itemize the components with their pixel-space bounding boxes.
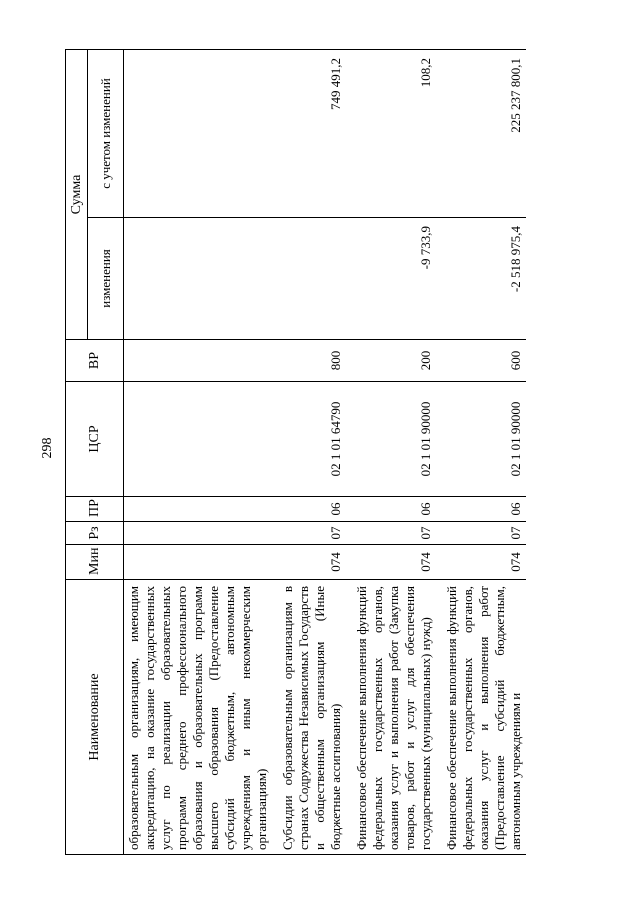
row-name: Субсидии образовательным организациям в странах Содружества Независимых Государств и общественным организациям (Иные бюджетные ассигнования) xyxy=(278,580,346,855)
header-min: Мин xyxy=(66,545,124,580)
header-name: Наименование xyxy=(66,580,124,855)
table-row xyxy=(124,50,273,855)
row-vr: 200 xyxy=(352,340,436,382)
row-csr xyxy=(124,382,273,497)
header-changes: изменения xyxy=(88,218,124,340)
table-header xyxy=(66,50,124,855)
row-name: Финансовое обеспечение выполнения функций федеральных государственных органов, оказания услуг и выполнения работ (Закупка товаров, работ и услуг для обеспечения государственных (муниципальных) нужд) xyxy=(352,580,436,855)
row-rz: 07 xyxy=(442,522,526,545)
table-row xyxy=(278,50,346,855)
row-total: 108,2 xyxy=(352,50,436,218)
rotated-page xyxy=(65,50,595,855)
row-csr: 02 1 01 90000 xyxy=(352,382,436,497)
row-pr: 06 xyxy=(442,497,526,522)
row-vr: 800 xyxy=(278,340,346,382)
row-changes: -9 733,9 xyxy=(352,218,436,340)
budget-table xyxy=(65,49,526,855)
table-row xyxy=(442,50,526,855)
row-changes: -2 518 975,4 xyxy=(442,218,526,340)
row-rz: 07 xyxy=(352,522,436,545)
row-pr: 06 xyxy=(352,497,436,522)
header-vr: ВР xyxy=(66,340,124,382)
header-csr: ЦСР xyxy=(66,382,124,497)
table-body xyxy=(124,50,527,855)
header-rz: Рз xyxy=(66,522,124,545)
row-min: 074 xyxy=(278,545,346,580)
row-csr: 02 1 01 64790 xyxy=(278,382,346,497)
row-rz: 07 xyxy=(278,522,346,545)
row-total: 225 237 800,1 xyxy=(442,50,526,218)
header-with-changes: с учетом изменений xyxy=(88,50,124,218)
table-row xyxy=(352,50,436,855)
row-vr: 600 xyxy=(442,340,526,382)
row-min: 074 xyxy=(442,545,526,580)
row-csr: 02 1 01 90000 xyxy=(442,382,526,497)
row-pr xyxy=(124,497,273,522)
row-name: Финансовое обеспечение выполнения функций федеральных государственных органов, оказания услуг и выполнения работ (Предоставление субсидий бюджетным, автономным учреждениям и xyxy=(442,580,526,855)
row-vr xyxy=(124,340,273,382)
row-total xyxy=(124,50,273,218)
row-changes xyxy=(124,218,273,340)
row-rz xyxy=(124,522,273,545)
header-sum: Сумма xyxy=(66,50,88,340)
row-total: 749 491,2 xyxy=(278,50,346,218)
row-changes xyxy=(278,218,346,340)
page-number: 298 xyxy=(40,437,55,459)
header-pr: ПР xyxy=(66,497,124,522)
row-name: образовательным организациям, имеющим аккредитацию, на оказание государственных услуг по реализации образовательных программ среднего профессионального образования и образовательных программ высшего образования (Предоставление субсидий бюджетным, автономным учреждениям и иным некоммерческим организациям) xyxy=(124,580,273,855)
row-pr: 06 xyxy=(278,497,346,522)
row-min xyxy=(124,545,273,580)
row-min: 074 xyxy=(352,545,436,580)
